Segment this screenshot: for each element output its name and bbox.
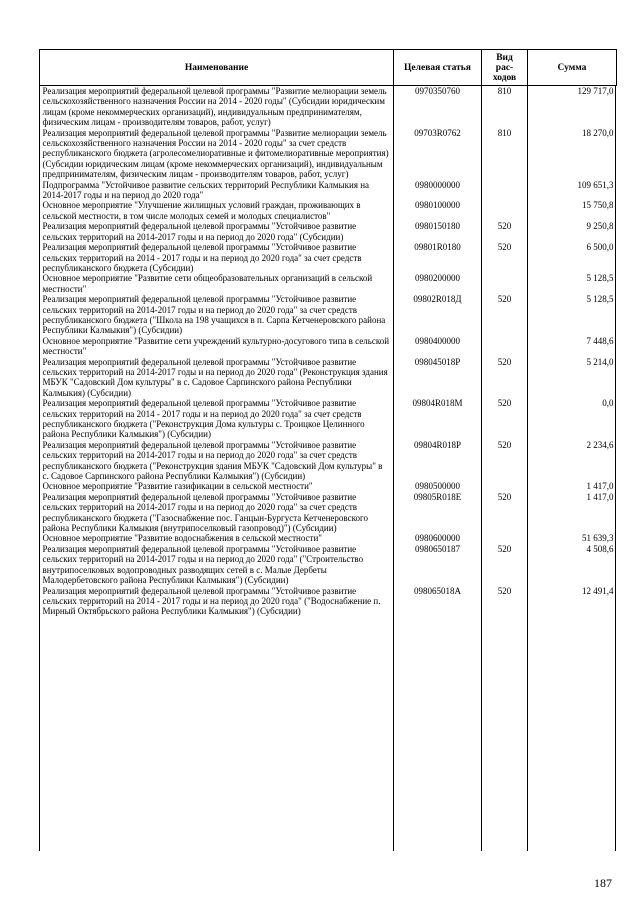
row-sum-cell: 12 491,4	[582, 585, 614, 596]
row-name-cell: Реализация мероприятий федеральной целевой программы "Устойчивое развитие сельских территорий на 2014-2017 годы и на период до 2020 года" за счет средств республиканского бюджета ("Газоснабжение пос. Ганцын-Бургуста Кетченеровского района Республики Калмыкия (внутрипоселковый газопровод)") (Субсидии)	[42, 491, 368, 534]
row-vid-cell: 520	[497, 585, 512, 596]
table-row	[40, 294, 617, 336]
row-code-cell: 09801R0180	[414, 242, 461, 253]
row-vid-cell	[482, 273, 528, 294]
row-vid-cell: 520	[497, 398, 512, 409]
row-name-cell: Реализация мероприятий федеральной целевой программы "Устойчивое развитие сельских территорий на 2014 - 2017 годы и на период до 2020 года" за счет средств республиканского бюджета (Субсидии)	[42, 242, 362, 273]
row-vid-cell: 520	[497, 221, 512, 232]
row-name-cell: Реализация мероприятий федеральной целевой программы "Устойчивое развитие сельских территорий на 2014 - 2017 годы и на период до 2020 года" ("Водоснабжение п. Мирный Октябрьского района Республики Калмыкия") (Субсидии)	[42, 585, 381, 617]
row-vid-cell: 520	[497, 543, 512, 554]
table-row	[40, 180, 617, 201]
column-divider-3	[527, 85, 528, 851]
row-name-cell: Реализация мероприятий федеральной целевой программы "Устойчивое развитие сельских территорий на 2014-2017 годы и на период до 2020 года" (Субсидии)	[42, 221, 357, 242]
row-vid-cell	[482, 533, 528, 543]
row-vid-cell: 520	[497, 491, 512, 502]
table-row	[40, 440, 617, 482]
table-row	[40, 242, 617, 273]
table-row	[40, 336, 617, 357]
table-row	[40, 357, 617, 399]
table-header-row	[40, 50, 617, 86]
row-code-cell: 0980500000	[415, 481, 460, 492]
table-row	[40, 86, 617, 128]
row-code-cell: 0980400000	[415, 335, 460, 346]
row-name-cell: Основное мероприятие "Развитие сети общеобразовательных организаций в сельской местности"	[42, 273, 373, 294]
row-code-cell: 09802R018Д	[413, 294, 462, 305]
table-row	[40, 544, 617, 586]
table-row	[40, 586, 617, 617]
row-name-cell: Основное мероприятие "Развитие водоснабжения в сельской местности"	[42, 533, 322, 544]
row-sum-cell: 0,0	[602, 398, 614, 409]
row-code-cell: 0980000000	[415, 179, 460, 190]
row-sum-cell: 18 270,0	[582, 127, 614, 138]
row-vid-cell: 520	[497, 242, 512, 253]
row-sum-cell: 15 750,8	[582, 200, 614, 211]
table-row	[40, 492, 617, 534]
row-name-cell: Реализация мероприятий федеральной целевой программы "Устойчивое развитие сельских территорий на 2014-2017 годы и на период до 2020 года" за счет средств республиканского бюджета ("Реконструкция здания МБУК "Садовский Дом культуры" в с. Садовое Сарпинского района Республики Калмыкия") (Субсидии)	[42, 439, 383, 482]
row-sum-cell: 1 417,0	[586, 481, 614, 492]
table-row	[40, 200, 617, 221]
row-vid-cell: 520	[497, 356, 512, 367]
budget-table	[39, 49, 617, 617]
table-row	[40, 533, 617, 543]
table-row	[40, 398, 617, 440]
row-name-cell: Реализация мероприятий федеральной целевой программы "Устойчивое развитие сельских территорий на 2014-2017 годы и на период до 2020 года" (Реконструкция здания МБУК "Садовский Дом культуры" в с. Садовое Сарпинского района Республики Калмыкия) (Субсидии)	[42, 356, 388, 398]
row-name-cell: Основное мероприятие "Развитие газификации в сельской местности"	[42, 481, 313, 492]
row-code-cell: 0980650187	[415, 543, 460, 554]
row-vid-cell: 810	[497, 127, 512, 138]
row-name-cell: Реализация мероприятий федеральной целевой программы "Развитие мелиорации земель сельскохозяйственного назначения России на 2014 - 2020 годы" (Субсидии юридическим лицам (кроме некоммерческих организаций), индивидуальным предпринимателям, физическим лицам - производителям товаров, работ, услуг)	[42, 86, 387, 128]
row-vid-cell: 520	[497, 294, 512, 305]
row-name-cell: Основное мероприятие "Развитие сети учреждений культурно-досугового типа в сельской местности"	[42, 335, 390, 357]
row-name-cell: Основное мероприятие "Улучшение жилищных условий граждан, проживающих в сельской местности, в том числе молодых семей и молодых специалистов"	[42, 200, 361, 221]
table-row	[40, 481, 617, 491]
budget-table-container	[39, 49, 616, 617]
table-row	[40, 273, 617, 294]
row-code-cell: 0980100000	[415, 200, 460, 211]
row-vid-cell	[482, 180, 528, 201]
table-row	[40, 221, 617, 242]
header-code: Целевая статья	[394, 50, 482, 86]
row-vid-cell	[482, 200, 528, 221]
table-body	[40, 86, 617, 617]
row-sum-cell: 5 128,5	[586, 273, 614, 284]
row-code-cell: 09804R018Р	[413, 439, 461, 450]
row-sum-cell: 109 651,3	[577, 179, 614, 190]
row-name-cell: Реализация мероприятий федеральной целевой программы "Устойчивое развитие сельских территорий на 2014-2017 годы и на период до 2020 года" ("Строительство внутрипоселковых водопроводных разводящих сетей в с. Малые Дербеты Малодербетовского района Республики Калмыкия") (Субсидии)	[42, 543, 364, 586]
row-name-cell: Подпрограмма "Устойчивое развитие сельских территорий Республики Калмыкия на 2014-2017 годы и на период до 2020 года"	[42, 179, 370, 201]
row-sum-cell: 1 417,0	[586, 491, 614, 502]
row-sum-cell: 9 250,8	[586, 221, 614, 232]
row-code-cell: 09805R018Е	[413, 491, 462, 502]
column-divider-2	[481, 85, 482, 851]
row-vid-cell: 810	[497, 86, 512, 96]
row-name-cell: Реализация мероприятий федеральной целевой программы "Развитие мелиорации земель сельскохозяйственного назначения России на 2014 - 2020 годы" за счет средств республиканского бюджета (агролесомелиоративные и фитомелиоративные мероприятия) (Субсидии юридическим лицам (кроме некоммерческих организаций), индивидуальным предпринимателям, физическим лицам - производителям товаров, работ, услуг)	[42, 127, 389, 180]
header-vid: Вид рас- ходов	[482, 50, 528, 86]
row-name-cell: Реализация мероприятий федеральной целевой программы "Устойчивое развитие сельских территорий на 2014-2017 годы и на период до 2020 года" за счет средств республиканского бюджета ("Школа на 198 учащихся в п. Сарпа Кетченеровского района Республики Калмыкия") (Субсидии)	[42, 294, 386, 336]
column-divider-1	[393, 85, 394, 851]
row-sum-cell: 7 448,6	[586, 335, 614, 346]
row-vid-cell	[482, 481, 528, 491]
row-sum-cell: 129 717,0	[577, 86, 614, 96]
row-sum-cell: 4 508,6	[586, 543, 614, 554]
table-row	[40, 128, 617, 180]
row-vid-cell: 520	[497, 439, 512, 450]
row-sum-cell: 5 128,5	[586, 294, 614, 305]
row-code-cell: 0980200000	[415, 273, 460, 284]
header-sum: Сумма	[528, 50, 617, 86]
row-name-cell: Реализация мероприятий федеральной целевой программы "Устойчивое развитие сельских территорий на 2014 - 2017 годы и на период до 2020 года" за счет средств республиканского бюджета ("Реконструкция Дома культуры с. Троицкое Целинного района Республики Калмыкия") (Субсидии)	[42, 398, 365, 440]
row-code-cell: 0980600000	[415, 533, 460, 544]
row-sum-cell: 5 214,0	[586, 356, 614, 367]
header-name: Наименование	[40, 50, 394, 86]
row-sum-cell: 2 234,6	[586, 439, 614, 450]
row-code-cell: 0980150180	[415, 221, 460, 232]
row-sum-cell: 6 500,0	[586, 242, 614, 253]
row-code-cell: 09804R018М	[412, 398, 463, 409]
row-code-cell: 09703R0762	[414, 127, 461, 138]
row-code-cell: 0970350760	[415, 86, 460, 96]
row-code-cell: 098065018А	[414, 585, 461, 596]
row-sum-cell: 51 639,3	[582, 533, 614, 544]
page-number: 187	[594, 876, 612, 890]
row-vid-cell	[482, 336, 528, 357]
row-code-cell: 098045018Р	[414, 356, 461, 367]
